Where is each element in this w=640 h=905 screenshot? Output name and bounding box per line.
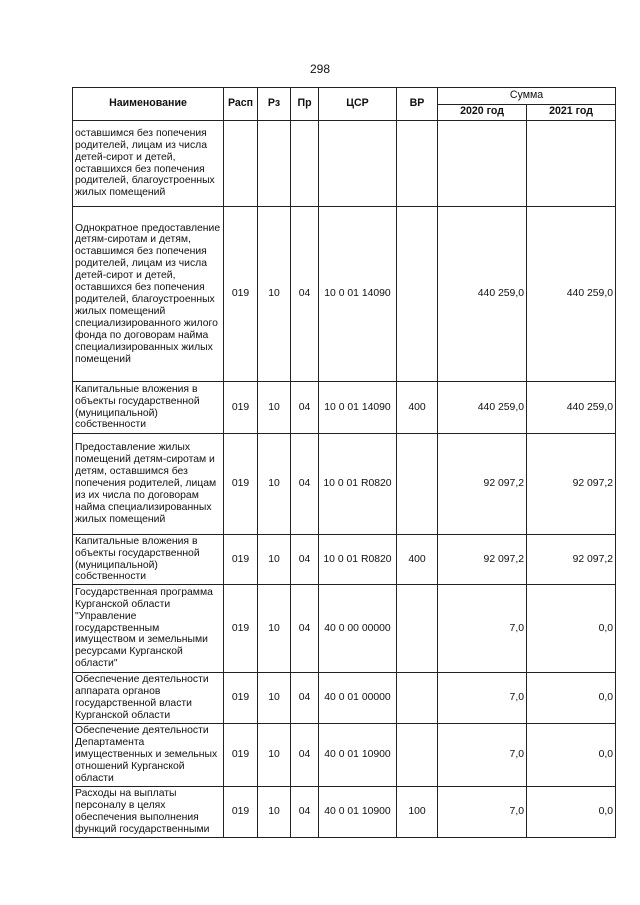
table-row: [73, 787, 616, 838]
row-csr: 10 0 01 R0820: [319, 535, 397, 585]
table-row: [73, 535, 616, 585]
table-body: [73, 121, 616, 838]
row-pr: 04: [291, 724, 319, 787]
page-number: 298: [309, 62, 331, 76]
row-rasp: 019: [224, 434, 258, 535]
row-rasp: 019: [224, 382, 258, 434]
row-rasp: 019: [224, 787, 258, 838]
row-csr: 10 0 01 14090: [319, 207, 397, 382]
col-header-2020: 2020 год: [438, 104, 527, 121]
col-header-pr: Пр: [291, 88, 319, 121]
row-pr: 04: [291, 585, 319, 673]
row-rz: [258, 121, 291, 207]
budget-table: [72, 87, 616, 838]
row-csr: 40 0 01 10900: [319, 787, 397, 838]
row-sum-2021: 92 097,2: [527, 434, 616, 535]
row-vr: [397, 673, 438, 724]
row-name: Государственная программа Курганской области "Управление государственным имуществом и земельными ресурсами Курганской области": [73, 585, 224, 673]
row-name: Однократное предоставление детям-сиротам и детям, оставшимся без попечения родителей, лицам из числа детей-сирот и детей, оставшихся без попечения родителей, благоустроенных жилых помещений специализированного жилого фонда по договорам найма специализированных жилых помещений: [73, 207, 224, 382]
col-header-sum: Сумма: [438, 88, 616, 105]
row-rz: 10: [258, 382, 291, 434]
row-sum-2020: 7,0: [438, 787, 527, 838]
row-sum-2021: 0,0: [527, 787, 616, 838]
row-sum-2021: 440 259,0: [527, 382, 616, 434]
col-header-2021: 2021 год: [527, 104, 616, 121]
table-row: [73, 382, 616, 434]
table-row: [73, 724, 616, 787]
row-sum-2021: 92 097,2: [527, 535, 616, 585]
row-rasp: 019: [224, 207, 258, 382]
row-vr: [397, 434, 438, 535]
table-row: [73, 673, 616, 724]
col-header-rz: Рз: [258, 88, 291, 121]
row-sum-2020: 92 097,2: [438, 434, 527, 535]
row-sum-2021: 0,0: [527, 673, 616, 724]
row-name: Обеспечение деятельности аппарата органов государственной власти Курганской области: [73, 673, 224, 724]
row-sum-2021: 440 259,0: [527, 207, 616, 382]
row-name: оставшимся без попечения родителей, лицам из числа детей-сирот и детей, оставшихся без попечения родителей, благоустроенных жилых помещений: [73, 121, 224, 207]
row-pr: 04: [291, 382, 319, 434]
row-rasp: 019: [224, 673, 258, 724]
row-rasp: 019: [224, 724, 258, 787]
row-pr: [291, 121, 319, 207]
row-sum-2021: 0,0: [527, 724, 616, 787]
table-row: [73, 207, 616, 382]
row-rz: 10: [258, 673, 291, 724]
row-vr: [397, 724, 438, 787]
col-header-vr: ВР: [397, 88, 438, 121]
row-vr: 100: [397, 787, 438, 838]
row-sum-2020: [438, 121, 527, 207]
row-pr: 04: [291, 787, 319, 838]
row-sum-2020: 7,0: [438, 673, 527, 724]
row-rz: 10: [258, 207, 291, 382]
row-rz: 10: [258, 535, 291, 585]
col-header-rasp: Расп: [224, 88, 258, 121]
col-header-csr: ЦСР: [319, 88, 397, 121]
row-name: Обеспечение деятельности Департамента имущественных и земельных отношений Курганской области: [73, 724, 224, 787]
row-rz: 10: [258, 585, 291, 673]
row-vr: [397, 585, 438, 673]
row-pr: 04: [291, 434, 319, 535]
row-sum-2020: 7,0: [438, 585, 527, 673]
row-name: Капитальные вложения в объекты государственной (муниципальной) собственности: [73, 535, 224, 585]
row-sum-2020: 7,0: [438, 724, 527, 787]
table-row: [73, 434, 616, 535]
row-rasp: 019: [224, 585, 258, 673]
table-row: [73, 121, 616, 207]
row-name: Предоставление жилых помещений детям-сиротам и детям, оставшимся без попечения родителей, лицам из их числа по договорам найма специализированных жилых помещений: [73, 434, 224, 535]
row-csr: 40 0 01 10900: [319, 724, 397, 787]
row-sum-2020: 92 097,2: [438, 535, 527, 585]
row-rasp: [224, 121, 258, 207]
table-row: [73, 585, 616, 673]
row-sum-2021: 0,0: [527, 585, 616, 673]
table-header: [73, 88, 616, 121]
row-rz: 10: [258, 434, 291, 535]
row-vr: [397, 207, 438, 382]
row-pr: 04: [291, 673, 319, 724]
row-csr: 10 0 01 14090: [319, 382, 397, 434]
row-vr: 400: [397, 382, 438, 434]
row-sum-2020: 440 259,0: [438, 207, 527, 382]
row-rasp: 019: [224, 535, 258, 585]
row-pr: 04: [291, 207, 319, 382]
row-rz: 10: [258, 787, 291, 838]
row-pr: 04: [291, 535, 319, 585]
row-vr: [397, 121, 438, 207]
row-csr: 40 0 00 00000: [319, 585, 397, 673]
row-name: Расходы на выплаты персоналу в целях обеспечения выполнения функций государственными: [73, 787, 224, 838]
row-vr: 400: [397, 535, 438, 585]
row-csr: 40 0 01 00000: [319, 673, 397, 724]
row-csr: [319, 121, 397, 207]
row-sum-2020: 440 259,0: [438, 382, 527, 434]
row-csr: 10 0 01 R0820: [319, 434, 397, 535]
row-rz: 10: [258, 724, 291, 787]
row-name: Капитальные вложения в объекты государственной (муниципальной) собственности: [73, 382, 224, 434]
col-header-name: Наименование: [73, 88, 224, 121]
row-sum-2021: [527, 121, 616, 207]
